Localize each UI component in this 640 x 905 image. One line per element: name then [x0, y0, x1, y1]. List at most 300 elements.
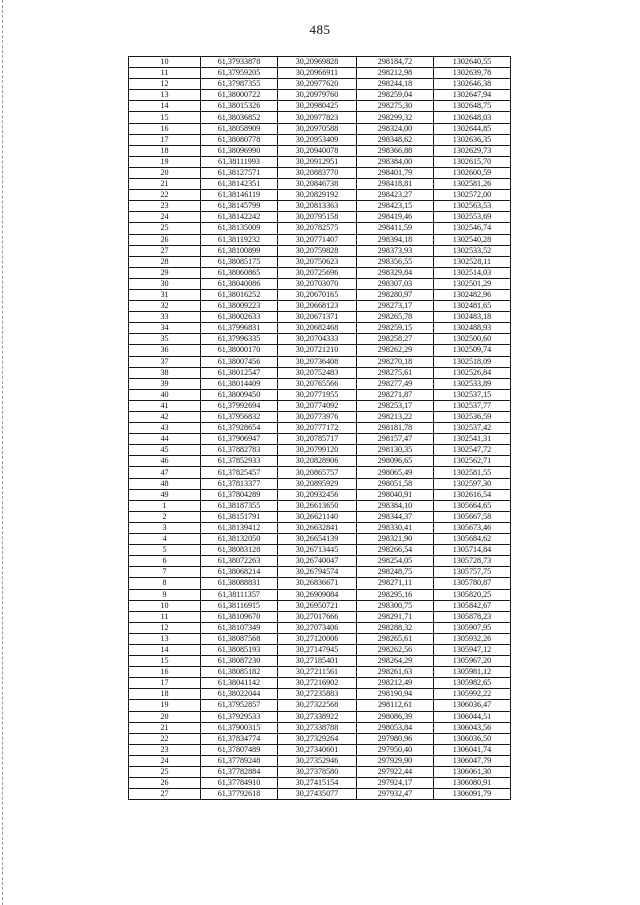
latitude-cell: 61,38139412	[201, 522, 278, 533]
table-row	[129, 522, 511, 533]
table-row	[129, 356, 511, 367]
latitude-cell: 61,38096990	[201, 145, 278, 156]
longitude-cell: 30,20813363	[278, 201, 357, 212]
y-coordinate-cell: 1305820,25	[434, 589, 511, 600]
latitude-cell: 61,37933878	[201, 57, 278, 68]
longitude-cell: 30,20977823	[278, 112, 357, 123]
x-coordinate-cell: 298418,81	[357, 179, 434, 190]
y-coordinate-cell: 1305664,65	[434, 500, 511, 511]
table-row	[129, 722, 511, 733]
point-number-cell: 13	[129, 90, 201, 101]
x-coordinate-cell: 298344,37	[357, 511, 434, 522]
y-coordinate-cell: 1305907,95	[434, 622, 511, 633]
y-coordinate-cell: 1305728,73	[434, 556, 511, 567]
y-coordinate-cell: 1302640,55	[434, 57, 511, 68]
latitude-cell: 61,38146119	[201, 190, 278, 201]
point-number-cell: 12	[129, 79, 201, 90]
table-row	[129, 678, 511, 689]
longitude-cell: 30,20773976	[278, 412, 357, 423]
x-coordinate-cell: 298157,47	[357, 434, 434, 445]
table-row	[129, 301, 511, 312]
point-number-cell: 18	[129, 145, 201, 156]
point-number-cell: 39	[129, 378, 201, 389]
x-coordinate-cell: 298348,62	[357, 134, 434, 145]
latitude-cell: 61,37852933	[201, 456, 278, 467]
x-coordinate-cell: 298324,00	[357, 123, 434, 134]
point-number-cell: 15	[129, 656, 201, 667]
longitude-cell: 30,26632841	[278, 522, 357, 533]
longitude-cell: 30,20865757	[278, 467, 357, 478]
longitude-cell: 30,27352946	[278, 755, 357, 766]
point-number-cell: 17	[129, 678, 201, 689]
y-coordinate-cell: 1305780,87	[434, 578, 511, 589]
latitude-cell: 61,37906947	[201, 434, 278, 445]
y-coordinate-cell: 1302526,84	[434, 367, 511, 378]
latitude-cell: 61,38080778	[201, 134, 278, 145]
point-number-cell: 28	[129, 256, 201, 267]
x-coordinate-cell: 298373,93	[357, 245, 434, 256]
point-number-cell: 5	[129, 545, 201, 556]
latitude-cell: 61,38127571	[201, 167, 278, 178]
longitude-cell: 30,27120006	[278, 633, 357, 644]
longitude-cell: 30,20668123	[278, 301, 357, 312]
latitude-cell: 61,38142242	[201, 212, 278, 223]
longitude-cell: 30,20736408	[278, 356, 357, 367]
table-row	[129, 511, 511, 522]
y-coordinate-cell: 1306036,50	[434, 733, 511, 744]
y-coordinate-cell: 1302537,42	[434, 423, 511, 434]
latitude-cell: 61,38135009	[201, 223, 278, 234]
table-row	[129, 278, 511, 289]
y-coordinate-cell: 1305932,26	[434, 633, 511, 644]
latitude-cell: 61,38072263	[201, 556, 278, 567]
table-row	[129, 445, 511, 456]
longitude-cell: 30,27322568	[278, 700, 357, 711]
table-row	[129, 367, 511, 378]
table-row	[129, 400, 511, 411]
point-number-cell: 34	[129, 323, 201, 334]
longitude-cell: 30,27185401	[278, 656, 357, 667]
latitude-cell: 61,38107349	[201, 622, 278, 633]
latitude-cell: 61,37996335	[201, 334, 278, 345]
table-row	[129, 267, 511, 278]
point-number-cell: 23	[129, 744, 201, 755]
x-coordinate-cell: 298112,61	[357, 700, 434, 711]
point-number-cell: 12	[129, 622, 201, 633]
point-number-cell: 10	[129, 57, 201, 68]
table-row	[129, 600, 511, 611]
y-coordinate-cell: 1302482,96	[434, 289, 511, 300]
point-number-cell: 26	[129, 778, 201, 789]
table-row	[129, 767, 511, 778]
longitude-cell: 30,26613650	[278, 500, 357, 511]
table-row	[129, 755, 511, 766]
point-number-cell: 35	[129, 334, 201, 345]
y-coordinate-cell: 1302540,28	[434, 234, 511, 245]
latitude-cell: 61,37784910	[201, 778, 278, 789]
y-coordinate-cell: 1302533,89	[434, 378, 511, 389]
point-number-cell: 48	[129, 478, 201, 489]
x-coordinate-cell: 298270,18	[357, 356, 434, 367]
latitude-cell: 61,38087230	[201, 656, 278, 667]
table-row	[129, 323, 511, 334]
x-coordinate-cell: 298384,10	[357, 500, 434, 511]
longitude-cell: 30,26909084	[278, 589, 357, 600]
x-coordinate-cell: 298300,75	[357, 600, 434, 611]
point-number-cell: 27	[129, 245, 201, 256]
longitude-cell: 30,20703070	[278, 278, 357, 289]
longitude-cell: 30,27435077	[278, 789, 357, 800]
x-coordinate-cell: 297924,17	[357, 778, 434, 789]
point-number-cell: 20	[129, 167, 201, 178]
point-number-cell: 42	[129, 412, 201, 423]
table-row	[129, 156, 511, 167]
x-coordinate-cell: 298259,15	[357, 323, 434, 334]
y-coordinate-cell: 1302636,35	[434, 134, 511, 145]
point-number-cell: 1	[129, 500, 201, 511]
longitude-cell: 30,20828906	[278, 456, 357, 467]
point-number-cell: 37	[129, 356, 201, 367]
longitude-cell: 30,20704333	[278, 334, 357, 345]
longitude-cell: 30,26740047	[278, 556, 357, 567]
point-number-cell: 45	[129, 445, 201, 456]
table-row	[129, 345, 511, 356]
y-coordinate-cell: 1302514,03	[434, 267, 511, 278]
longitude-cell: 30,27147945	[278, 644, 357, 655]
x-coordinate-cell: 298295,16	[357, 589, 434, 600]
latitude-cell: 61,38036852	[201, 112, 278, 123]
longitude-cell: 30,20759828	[278, 245, 357, 256]
point-number-cell: 46	[129, 456, 201, 467]
longitude-cell: 30,20883770	[278, 167, 357, 178]
table-row	[129, 190, 511, 201]
point-number-cell: 20	[129, 711, 201, 722]
x-coordinate-cell: 298423,27	[357, 190, 434, 201]
latitude-cell: 61,38083128	[201, 545, 278, 556]
y-coordinate-cell: 1302533,52	[434, 245, 511, 256]
table-row	[129, 179, 511, 190]
point-number-cell: 16	[129, 667, 201, 678]
latitude-cell: 61,38111357	[201, 589, 278, 600]
x-coordinate-cell: 298321,90	[357, 534, 434, 545]
latitude-cell: 61,38087568	[201, 633, 278, 644]
longitude-cell: 30,20980425	[278, 101, 357, 112]
latitude-cell: 61,37996831	[201, 323, 278, 334]
table-row	[129, 778, 511, 789]
y-coordinate-cell: 1302648,75	[434, 101, 511, 112]
y-coordinate-cell: 1302481,65	[434, 301, 511, 312]
y-coordinate-cell: 1302639,78	[434, 68, 511, 79]
x-coordinate-cell: 297922,44	[357, 767, 434, 778]
table-row	[129, 79, 511, 90]
latitude-cell: 61,37900315	[201, 722, 278, 733]
x-coordinate-cell: 298411,59	[357, 223, 434, 234]
y-coordinate-cell: 1302509,74	[434, 345, 511, 356]
y-coordinate-cell: 1305673,46	[434, 522, 511, 533]
y-coordinate-cell: 1302629,73	[434, 145, 511, 156]
latitude-cell: 61,38015326	[201, 101, 278, 112]
point-number-cell: 30	[129, 278, 201, 289]
point-number-cell: 4	[129, 534, 201, 545]
table-row	[129, 667, 511, 678]
y-coordinate-cell: 1302572,00	[434, 190, 511, 201]
x-coordinate-cell: 298051,58	[357, 478, 434, 489]
x-coordinate-cell: 298262,29	[357, 345, 434, 356]
latitude-cell: 61,38187355	[201, 500, 278, 511]
x-coordinate-cell: 298053,84	[357, 722, 434, 733]
point-number-cell: 27	[129, 789, 201, 800]
latitude-cell: 61,38040086	[201, 278, 278, 289]
table-row	[129, 223, 511, 234]
latitude-cell: 61,38085175	[201, 256, 278, 267]
x-coordinate-cell: 298265,61	[357, 633, 434, 644]
x-coordinate-cell: 298130,35	[357, 445, 434, 456]
point-number-cell: 7	[129, 567, 201, 578]
latitude-cell: 61,37959205	[201, 68, 278, 79]
y-coordinate-cell: 1302483,18	[434, 312, 511, 323]
latitude-cell: 61,37807489	[201, 744, 278, 755]
y-coordinate-cell: 1305981,12	[434, 667, 511, 678]
x-coordinate-cell: 297932,47	[357, 789, 434, 800]
longitude-cell: 30,20774092	[278, 400, 357, 411]
latitude-cell: 61,38058909	[201, 123, 278, 134]
latitude-cell: 61,38041142	[201, 678, 278, 689]
table-row	[129, 556, 511, 567]
x-coordinate-cell: 298265,78	[357, 312, 434, 323]
x-coordinate-cell: 297950,40	[357, 744, 434, 755]
table-row	[129, 489, 511, 500]
table-row	[129, 334, 511, 345]
latitude-cell: 61,38012547	[201, 367, 278, 378]
coordinates-table	[128, 56, 511, 800]
point-number-cell: 49	[129, 489, 201, 500]
point-number-cell: 21	[129, 179, 201, 190]
y-coordinate-cell: 1305992,22	[434, 689, 511, 700]
y-coordinate-cell: 1302553,69	[434, 212, 511, 223]
table-row	[129, 700, 511, 711]
x-coordinate-cell: 298261,63	[357, 667, 434, 678]
y-coordinate-cell: 1305714,84	[434, 545, 511, 556]
x-coordinate-cell: 298096,65	[357, 456, 434, 467]
point-number-cell: 6	[129, 556, 201, 567]
y-coordinate-cell: 1305667,58	[434, 511, 511, 522]
point-number-cell: 9	[129, 589, 201, 600]
latitude-cell: 61,38007456	[201, 356, 278, 367]
table-row	[129, 101, 511, 112]
x-coordinate-cell: 298419,46	[357, 212, 434, 223]
x-coordinate-cell: 298423,15	[357, 201, 434, 212]
longitude-cell: 30,20799120	[278, 445, 357, 456]
longitude-cell: 30,27378580	[278, 767, 357, 778]
x-coordinate-cell: 298271,87	[357, 389, 434, 400]
table-row	[129, 656, 511, 667]
latitude-cell: 61,37952857	[201, 700, 278, 711]
x-coordinate-cell: 298181,78	[357, 423, 434, 434]
y-coordinate-cell: 1306091,79	[434, 789, 511, 800]
point-number-cell: 29	[129, 267, 201, 278]
longitude-cell: 30,26950721	[278, 600, 357, 611]
longitude-cell: 30,20977620	[278, 79, 357, 90]
table-row	[129, 500, 511, 511]
y-coordinate-cell: 1302488,93	[434, 323, 511, 334]
latitude-cell: 61,38145799	[201, 201, 278, 212]
x-coordinate-cell: 298212,49	[357, 678, 434, 689]
latitude-cell: 61,38085182	[201, 667, 278, 678]
x-coordinate-cell: 298299,32	[357, 112, 434, 123]
latitude-cell: 61,37882783	[201, 445, 278, 456]
y-coordinate-cell: 1302563,53	[434, 201, 511, 212]
y-coordinate-cell: 1302536,59	[434, 412, 511, 423]
latitude-cell: 61,38085193	[201, 644, 278, 655]
point-number-cell: 23	[129, 201, 201, 212]
longitude-cell: 30,20671371	[278, 312, 357, 323]
point-number-cell: 38	[129, 367, 201, 378]
longitude-cell: 30,20940078	[278, 145, 357, 156]
longitude-cell: 30,26621140	[278, 511, 357, 522]
x-coordinate-cell: 298384,00	[357, 156, 434, 167]
x-coordinate-cell: 298356,55	[357, 256, 434, 267]
x-coordinate-cell: 298248,75	[357, 567, 434, 578]
latitude-cell: 61,37992694	[201, 400, 278, 411]
x-coordinate-cell: 298254,05	[357, 556, 434, 567]
y-coordinate-cell: 1306036,47	[434, 700, 511, 711]
table-row	[129, 201, 511, 212]
point-number-cell: 24	[129, 212, 201, 223]
point-number-cell: 22	[129, 190, 201, 201]
table-row	[129, 234, 511, 245]
table-row	[129, 212, 511, 223]
table-row	[129, 611, 511, 622]
latitude-cell: 61,38100899	[201, 245, 278, 256]
y-coordinate-cell: 1306047,79	[434, 755, 511, 766]
table-row	[129, 633, 511, 644]
longitude-cell: 30,20953409	[278, 134, 357, 145]
longitude-cell: 30,27211561	[278, 667, 357, 678]
x-coordinate-cell: 298086,39	[357, 711, 434, 722]
table-row	[129, 167, 511, 178]
x-coordinate-cell: 298291,71	[357, 611, 434, 622]
longitude-cell: 30,20970588	[278, 123, 357, 134]
y-coordinate-cell: 1306041,74	[434, 744, 511, 755]
y-coordinate-cell: 1302581,26	[434, 179, 511, 190]
y-coordinate-cell: 1306043,56	[434, 722, 511, 733]
latitude-cell: 61,38068214	[201, 567, 278, 578]
latitude-cell: 61,37929533	[201, 711, 278, 722]
point-number-cell: 18	[129, 689, 201, 700]
x-coordinate-cell: 298213,22	[357, 412, 434, 423]
y-coordinate-cell: 1302644,85	[434, 123, 511, 134]
point-number-cell: 19	[129, 700, 201, 711]
y-coordinate-cell: 1305842,67	[434, 600, 511, 611]
table-row	[129, 589, 511, 600]
longitude-cell: 30,20969828	[278, 57, 357, 68]
table-row	[129, 434, 511, 445]
table-row	[129, 134, 511, 145]
point-number-cell: 17	[129, 134, 201, 145]
point-number-cell: 11	[129, 68, 201, 79]
longitude-cell: 30,27235883	[278, 689, 357, 700]
point-number-cell: 19	[129, 156, 201, 167]
x-coordinate-cell: 298288,32	[357, 622, 434, 633]
latitude-cell: 61,37987355	[201, 79, 278, 90]
table-row	[129, 689, 511, 700]
point-number-cell: 13	[129, 633, 201, 644]
latitude-cell: 61,38151791	[201, 511, 278, 522]
table-row	[129, 289, 511, 300]
table-row	[129, 112, 511, 123]
x-coordinate-cell: 298190,94	[357, 689, 434, 700]
table-row	[129, 567, 511, 578]
longitude-cell: 30,20721210	[278, 345, 357, 356]
y-coordinate-cell: 1306080,91	[434, 778, 511, 789]
y-coordinate-cell: 1302547,72	[434, 445, 511, 456]
point-number-cell: 3	[129, 522, 201, 533]
latitude-cell: 61,37825457	[201, 467, 278, 478]
latitude-cell: 61,38000722	[201, 90, 278, 101]
point-number-cell: 40	[129, 389, 201, 400]
table-row	[129, 57, 511, 68]
longitude-cell: 30,20785717	[278, 434, 357, 445]
longitude-cell: 30,20771407	[278, 234, 357, 245]
y-coordinate-cell: 1302615,70	[434, 156, 511, 167]
longitude-cell: 30,20670165	[278, 289, 357, 300]
point-number-cell: 10	[129, 600, 201, 611]
table-row	[129, 478, 511, 489]
x-coordinate-cell: 298329,84	[357, 267, 434, 278]
x-coordinate-cell: 298212,98	[357, 68, 434, 79]
longitude-cell: 30,20750623	[278, 256, 357, 267]
point-number-cell: 21	[129, 722, 201, 733]
table-row	[129, 789, 511, 800]
x-coordinate-cell: 298277,49	[357, 378, 434, 389]
y-coordinate-cell: 1302500,60	[434, 334, 511, 345]
y-coordinate-cell: 1302597,30	[434, 478, 511, 489]
latitude-cell: 61,38109670	[201, 611, 278, 622]
latitude-cell: 61,38000170	[201, 345, 278, 356]
longitude-cell: 30,20966911	[278, 68, 357, 79]
x-coordinate-cell: 298394,18	[357, 234, 434, 245]
x-coordinate-cell: 298258,27	[357, 334, 434, 345]
point-number-cell: 44	[129, 434, 201, 445]
point-number-cell: 32	[129, 301, 201, 312]
y-coordinate-cell: 1306044,51	[434, 711, 511, 722]
point-number-cell: 33	[129, 312, 201, 323]
y-coordinate-cell: 1302546,74	[434, 223, 511, 234]
coordinates-table-body	[129, 57, 511, 800]
point-number-cell: 8	[129, 578, 201, 589]
point-number-cell: 16	[129, 123, 201, 134]
y-coordinate-cell: 1302518,09	[434, 356, 511, 367]
y-coordinate-cell: 1305967,20	[434, 656, 511, 667]
longitude-cell: 30,20912951	[278, 156, 357, 167]
latitude-cell: 61,38060865	[201, 267, 278, 278]
point-number-cell: 25	[129, 223, 201, 234]
page-edge-rule	[2, 0, 3, 905]
table-row	[129, 534, 511, 545]
point-number-cell: 15	[129, 112, 201, 123]
y-coordinate-cell: 1302501,29	[434, 278, 511, 289]
y-coordinate-cell: 1302537,77	[434, 400, 511, 411]
x-coordinate-cell: 298259,04	[357, 90, 434, 101]
table-row	[129, 123, 511, 134]
latitude-cell: 61,38014409	[201, 378, 278, 389]
longitude-cell: 30,20782575	[278, 223, 357, 234]
point-number-cell: 24	[129, 755, 201, 766]
point-number-cell: 14	[129, 101, 201, 112]
latitude-cell: 61,38119232	[201, 234, 278, 245]
x-coordinate-cell: 298401,79	[357, 167, 434, 178]
longitude-cell: 30,20752483	[278, 367, 357, 378]
